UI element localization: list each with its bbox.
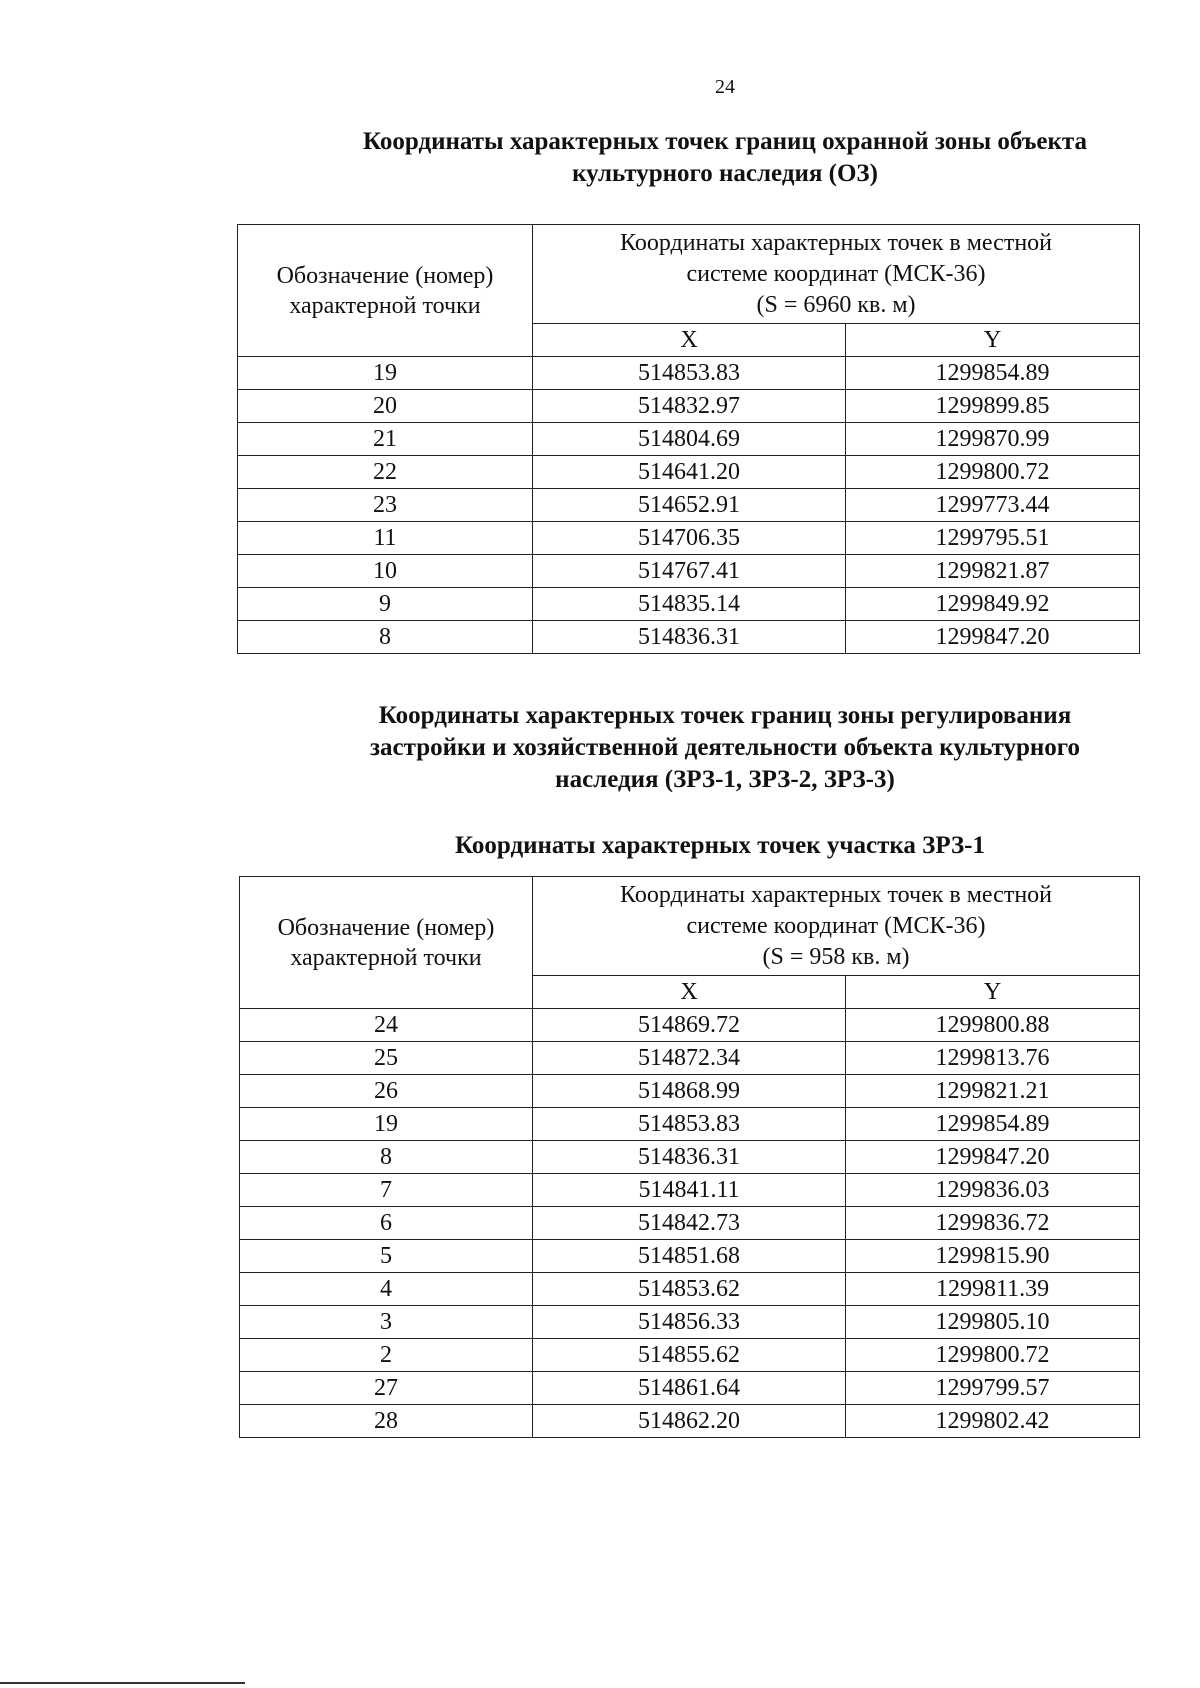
cell-point-number: 2 [240, 1339, 533, 1372]
cell-x: 514832.97 [533, 390, 846, 423]
cell-y: 1299899.85 [846, 390, 1140, 423]
cell-x: 514804.69 [533, 423, 846, 456]
table-row [238, 390, 1140, 423]
cell-point-number: 7 [240, 1174, 533, 1207]
header-point-number: Обозначение (номер) характерной точки [240, 877, 533, 1009]
header-coordinates-line1: Координаты характерных точек в местной [620, 229, 1053, 256]
cell-y: 1299836.03 [846, 1174, 1140, 1207]
cell-point-number: 9 [238, 588, 533, 621]
cell-point-number: 20 [238, 390, 533, 423]
header-coordinates-line1: Координаты характерных точек в местной [620, 881, 1053, 908]
cell-point-number: 27 [240, 1372, 533, 1405]
cell-x: 514767.41 [533, 555, 846, 588]
cell-point-number: 4 [240, 1273, 533, 1306]
cell-x: 514853.62 [533, 1273, 846, 1306]
table-row [240, 1273, 1140, 1306]
cell-x: 514841.11 [533, 1174, 846, 1207]
cell-x: 514855.62 [533, 1339, 846, 1372]
cell-x: 514856.33 [533, 1306, 846, 1339]
cell-x: 514842.73 [533, 1207, 846, 1240]
cell-point-number: 11 [238, 522, 533, 555]
header-coordinates [533, 225, 1140, 324]
cell-point-number: 6 [240, 1207, 533, 1240]
cell-y: 1299870.99 [846, 423, 1140, 456]
cell-y: 1299847.20 [846, 1141, 1140, 1174]
cell-y: 1299854.89 [846, 357, 1140, 390]
cell-y: 1299800.88 [846, 1009, 1140, 1042]
cell-point-number: 19 [238, 357, 533, 390]
table-body [240, 1009, 1140, 1438]
table-row [240, 1405, 1140, 1438]
cell-y: 1299854.89 [846, 1108, 1140, 1141]
table-row [238, 621, 1140, 654]
table-row [240, 1372, 1140, 1405]
cell-y: 1299773.44 [846, 489, 1140, 522]
heading-regulation-zone-line1: Координаты характерных точек границ зоны регулирования [378, 702, 1072, 729]
table-row [240, 1240, 1140, 1273]
cell-x: 514853.83 [533, 1108, 846, 1141]
cell-point-number: 23 [238, 489, 533, 522]
cell-y: 1299805.10 [846, 1306, 1140, 1339]
cell-x: 514862.20 [533, 1405, 846, 1438]
cell-point-number: 10 [238, 555, 533, 588]
cell-point-number: 22 [238, 456, 533, 489]
table-row [240, 1207, 1140, 1240]
cell-y: 1299815.90 [846, 1240, 1140, 1273]
cell-x: 514641.20 [533, 456, 846, 489]
footnote-divider [0, 1682, 245, 1684]
heading-regulation-zone-line2: застройки и хозяйственной деятельности объекта культурного [369, 734, 1081, 761]
heading-zrz1-plot: Координаты характерных точек участка ЗРЗ-1 [455, 832, 985, 859]
cell-x: 514868.99 [533, 1075, 846, 1108]
heading-protection-zone: Координаты характерных точек границ охранной зоны объекта культурного наследия (ОЗ) [363, 128, 1087, 187]
table-protection-zone [237, 224, 1140, 654]
heading-regulation-zone [300, 700, 1150, 796]
cell-y: 1299811.39 [846, 1273, 1140, 1306]
page-number: 24 [715, 76, 735, 98]
header-coordinates-line2: системе координат (МСК-36) [686, 260, 986, 287]
header-point-number: Обозначение (номер) характерной точки [238, 225, 533, 357]
cell-y: 1299800.72 [846, 456, 1140, 489]
table-row [240, 1306, 1140, 1339]
table-row [238, 588, 1140, 621]
table-row [240, 1141, 1140, 1174]
table-row [238, 555, 1140, 588]
table-row [240, 1042, 1140, 1075]
cell-point-number: 3 [240, 1306, 533, 1339]
table-body [238, 357, 1140, 654]
cell-y: 1299802.42 [846, 1405, 1140, 1438]
table-row [240, 1075, 1140, 1108]
cell-x: 514652.91 [533, 489, 846, 522]
cell-y: 1299821.87 [846, 555, 1140, 588]
header-area: (S = 6960 кв. м) [756, 291, 916, 318]
cell-x: 514706.35 [533, 522, 846, 555]
cell-y: 1299813.76 [846, 1042, 1140, 1075]
cell-x: 514861.64 [533, 1372, 846, 1405]
cell-x: 514853.83 [533, 357, 846, 390]
table-row [240, 1174, 1140, 1207]
cell-point-number: 21 [238, 423, 533, 456]
cell-point-number: 8 [240, 1141, 533, 1174]
cell-point-number: 28 [240, 1405, 533, 1438]
header-coordinates-line2: системе координат (МСК-36) [686, 912, 986, 939]
header-coordinates [533, 877, 1140, 976]
cell-x: 514836.31 [533, 1141, 846, 1174]
table-row [240, 1009, 1140, 1042]
header-x: X [533, 324, 846, 357]
cell-point-number: 8 [238, 621, 533, 654]
table-row [238, 456, 1140, 489]
cell-x: 514836.31 [533, 621, 846, 654]
cell-x: 514869.72 [533, 1009, 846, 1042]
table-zrz1 [239, 876, 1140, 1438]
table-row [238, 423, 1140, 456]
cell-y: 1299849.92 [846, 588, 1140, 621]
table-row [238, 357, 1140, 390]
table-row [238, 522, 1140, 555]
cell-point-number: 19 [240, 1108, 533, 1141]
cell-point-number: 26 [240, 1075, 533, 1108]
table-row [240, 1108, 1140, 1141]
cell-y: 1299799.57 [846, 1372, 1140, 1405]
heading-regulation-zone-line3: наследия (ЗРЗ-1, ЗРЗ-2, ЗРЗ-3) [555, 766, 895, 793]
header-x: X [533, 976, 846, 1009]
cell-y: 1299847.20 [846, 621, 1140, 654]
cell-y: 1299836.72 [846, 1207, 1140, 1240]
table-row [238, 489, 1140, 522]
cell-x: 514835.14 [533, 588, 846, 621]
cell-point-number: 5 [240, 1240, 533, 1273]
cell-point-number: 24 [240, 1009, 533, 1042]
header-y: Y [846, 976, 1140, 1009]
header-area: (S = 958 кв. м) [762, 943, 910, 970]
cell-x: 514872.34 [533, 1042, 846, 1075]
cell-y: 1299795.51 [846, 522, 1140, 555]
table-row [240, 1339, 1140, 1372]
cell-point-number: 25 [240, 1042, 533, 1075]
cell-x: 514851.68 [533, 1240, 846, 1273]
cell-y: 1299800.72 [846, 1339, 1140, 1372]
header-y: Y [846, 324, 1140, 357]
cell-y: 1299821.21 [846, 1075, 1140, 1108]
